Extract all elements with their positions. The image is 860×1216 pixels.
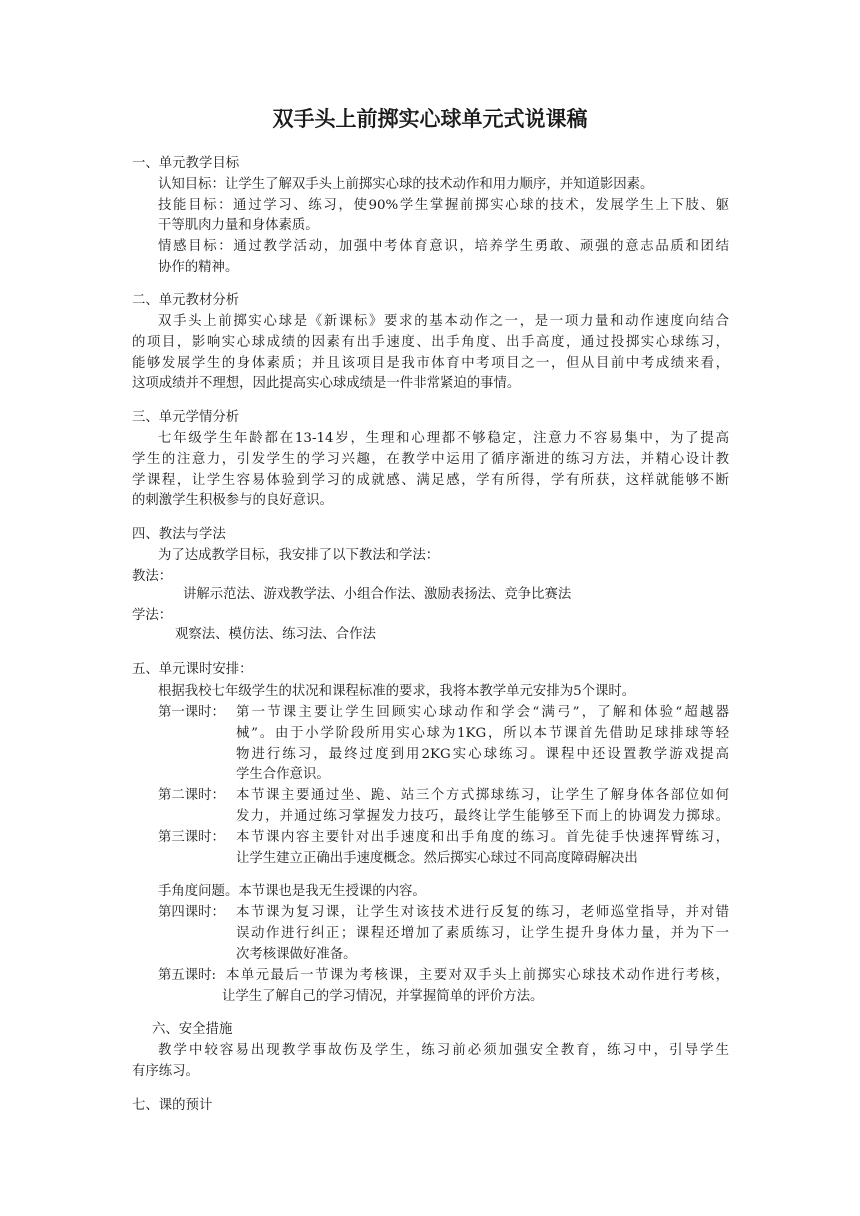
section-2-heading: 二、单元教材分析 [132,293,240,308]
teaching-methods: 讲解示范法、游戏教学法、小组合作法、激励表扬法、竞争比赛法 [183,587,572,602]
section-2-line-4: 这项成绩并不理想，因此提高实心球成绩是一件非常紧迫的事情。 [132,376,521,391]
section-2-line-2: 的项目，影响实心球成绩的因素有出手速度、出手角度、出手高度，通过投掷实心球练习， [132,335,729,350]
lesson-1-line-2: 械”。由于小学阶段所用实心球为1KG，所以本节课首先借助足球排球等轻 [236,726,729,741]
lesson-2-line-2: 发力，并通过练习掌握发力技巧，最终让学生能够至下而上的协调发力掷球。 [236,809,729,824]
lesson-2-line-1: 本节课主要通过坐、跪、站三个方式掷球练习，让学生了解身体各部位如何 [236,788,729,803]
lesson-5-line-2: 让学生了解自己的学习情况，并掌握简单的评价方法。 [222,989,544,1004]
section-1-heading: 一、单元教学目标 [132,156,240,171]
lesson-3-label: 第三课时： [158,830,225,845]
lesson-1-line-1: 第一节课主要让学生回顾实心球动作和学会“满弓”，了解和体验“超越器 [236,705,729,720]
section-3-heading: 三、单元学情分析 [132,410,240,425]
learning-methods: 观察法、模仿法、练习法、合作法 [175,627,376,642]
lesson-4-label: 第四课时： [158,905,225,920]
section-1-line-2: 技能目标：通过学习、练习，使90%学生掌握前掷实心球的技术，发展学生上下肢、躯 [158,198,729,213]
lesson-4-line-1: 本节课为复习课，让学生对该技术进行反复的练习，老师巡堂指导，并对错 [236,905,729,920]
section-6-line-2: 有序练习。 [132,1064,199,1079]
lesson-2-label: 第二课时： [158,788,225,803]
lesson-5-line-1: 本单元最后一节课为考核课，主要对双手头上前掷实心球技术动作进行考核， [226,968,729,983]
section-1-line-4: 情感目标：通过教学活动，加强中考体育意识，培养学生勇敢、顽强的意志品质和团结 [158,239,729,254]
section-2-line-1: 双手头上前掷实心球是《新课标》要求的基本动作之一，是一项力量和动作速度向结合 [158,314,729,329]
lesson-5-label: 第五课时: [158,968,217,983]
section-1-line-1: 认知目标：让学生了解双手头上前掷实心球的技术动作和用力顺序，并知道影因素。 [158,177,654,192]
teaching-methods-label: 教法： [132,569,173,584]
lesson-1-line-3: 物进行练习，最终过度到用2KG实心球练习。课程中还设置教学游戏提高 [236,747,729,762]
section-3-line-2: 学生的注意力，引发学生的学习兴趣，在教学中运用了循序渐进的练习方法，并精心设计教 [132,452,729,467]
learning-methods-label: 学法： [132,608,173,623]
document-title: 双手头上前掷实心球单元式说课稿 [272,107,588,131]
section-2-line-3: 能够发展学生的身体素质；并且该项目是我市体育中考项目之一，但从目前中考成绩来看， [132,356,729,371]
section-6-line-1: 教学中较容易出现教学事故伤及学生，练习前必须加强安全教育，练习中，引导学生 [158,1043,729,1058]
lesson-3-line-2: 让学生建立正确出手速度概念。然后掷实心球过不同高度障碍解决出 [236,851,638,866]
section-5-heading: 五、单元课时安排： [132,662,253,677]
section-3-line-3: 学课程，让学生容易体验到学习的成就感、满足感，学有所得，学有所获，这样就能够不断 [132,473,729,488]
section-4-intro: 为了达成教学目标，我安排了以下教法和学法： [158,548,440,563]
section-1-line-3: 干等肌肉力量和身体素质。 [158,218,319,233]
lesson-1-label: 第一课时： [158,705,225,720]
section-6-heading: 六、安全措施 [152,1022,233,1037]
section-5-intro: 根据我校七年级学生的状况和课程标准的要求，我将本教学单元安排为5个课时。 [158,684,636,699]
section-3-line-1: 七年级学生年龄都在13-14岁，生理和心理都不够稳定，注意力不容易集中，为了提高 [158,431,729,446]
lesson-1-line-4: 学生合作意识。 [236,767,330,782]
section-1-line-5: 协作的精神。 [158,260,239,275]
section-7-heading: 七、课的预计 [132,1098,213,1113]
lesson-4-line-2: 误动作进行纠正；课程还增加了素质练习，让学生提升身体力量，并为下一 [236,926,729,941]
lesson-3-line-3: 手角度问题。本节课也是我无生授课的内容。 [158,884,426,899]
lesson-4-line-3: 次考核课做好准备。 [236,947,357,962]
section-3-line-4: 的刺激学生积极参与的良好意识。 [132,493,333,508]
lesson-3-line-1: 本节课内容主要针对出手速度和出手角度的练习。首先徒手快速挥臂练习， [236,830,729,845]
section-4-heading: 四、教法与学法 [132,527,226,542]
